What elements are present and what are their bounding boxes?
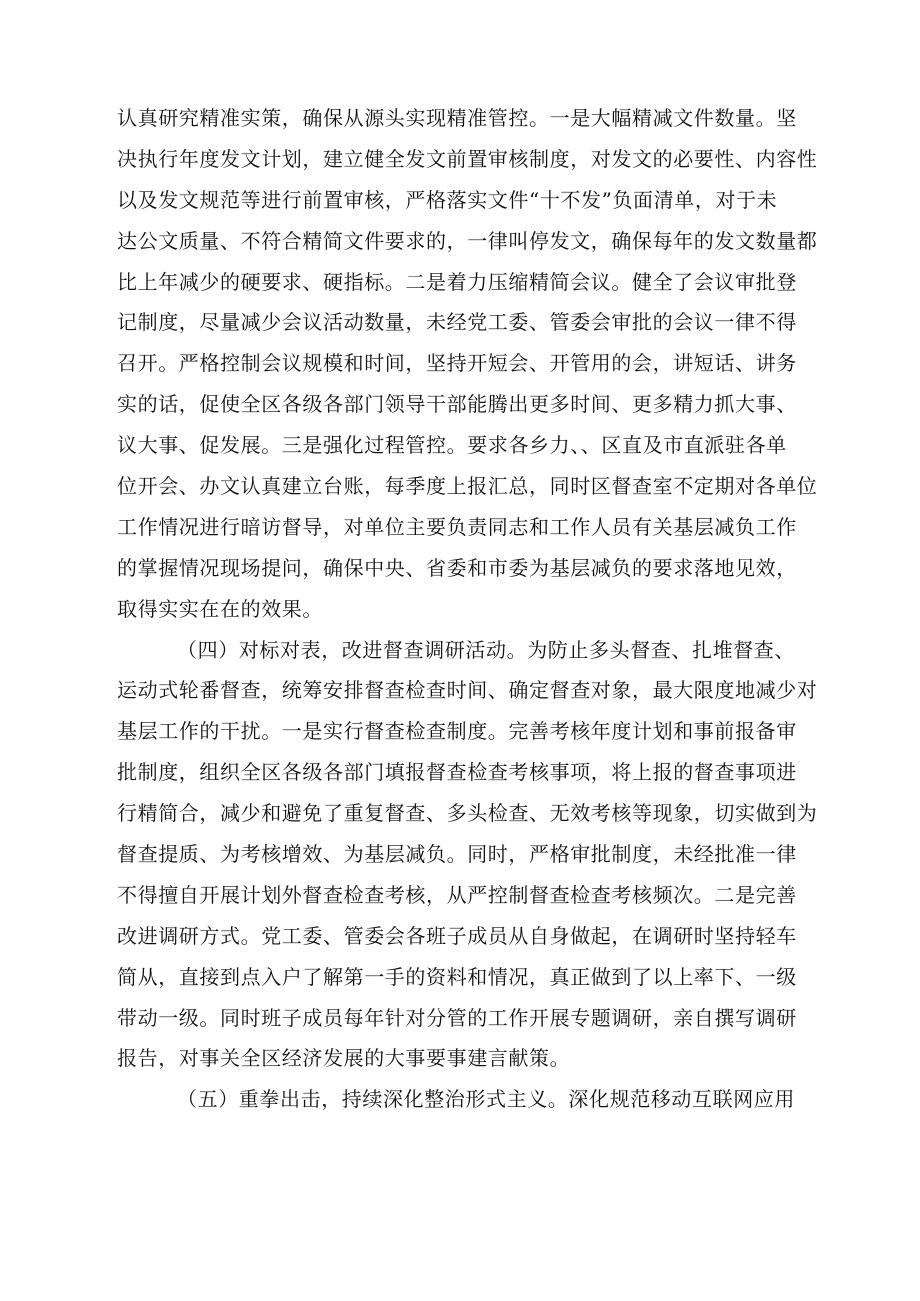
text-line: 以及发文规范等进行前置审核，严格落实文件“十不发”负面清单，对于未 [117,187,778,212]
text-line: 达公文质量、不符合精简文件要求的，一律叫停发文，确保每年的发文数量都 [117,228,818,253]
document-body [117,98,825,1120]
paragraph-section-five [117,1079,825,1120]
text-line: 改进调研方式。党工委、管委会各班子成员从自身做起，在调研时坚持轻车 [117,923,797,948]
text-line: 实的话，促使全区各级各部门领导干部能腾出更多时间、更多精力抓大事、 [117,392,797,417]
text-line: 记制度，尽量减少会议活动数量，未经党工委、管委会审批的会议一律不得 [117,310,797,335]
text-line: 行精简合，减少和避免了重复督查、多头检查、无效考核等现象，切实做到为 [117,801,818,826]
section-heading-line: （五）重拳出击，持续深化整治形式主义。深化规范移动互联网应用 [177,1087,795,1112]
text-line: 不得擅自开展计划外督查检查考核，从严控制督查检查考核频次。二是完善 [117,882,797,907]
text-line: 带动一级。同时班子成员每年针对分管的工作开展专题调研，亲自撰写调研 [117,1005,797,1030]
text-line: 报告，对事关全区经济发展的大事要事建言献策。 [117,1046,571,1071]
paragraph-reduce-documents-meetings [117,98,825,630]
text-line: 决执行年度发文计划，建立健全发文前置审核制度，对发文的必要性、内容性 [117,146,818,171]
text-line: 召开。严格控制会议规模和时间，坚持开短会、开管用的会，讲短话、讲务 [117,351,797,376]
text-line: 简从，直接到点入户了解第一手的资料和情况，真正做到了以上率下、一级 [117,964,797,989]
text-line: 督查提质、为考核增效、为基层减负。同时，严格审批制度，未经批准一律 [117,842,797,867]
text-line: 比上年减少的硬要求、硬指标。二是着力压缩精简会议。健全了会议审批登 [117,269,797,294]
text-line: 运动式轮番督查，统筹安排督查检查时间、确定督查对象，最大限度地减少对 [117,678,818,703]
text-line: 基层工作的干扰。一是实行督查检查制度。完善考核年度计划和事前报备审 [117,719,797,744]
paragraph-section-four [117,630,825,1080]
text-line: 的掌握情况现场提问，确保中央、省委和市委为基层减负的要求落地见效， [117,555,797,580]
text-line: 工作情况进行暗访督导，对单位主要负责同志和工作人员有关基层减负工作 [117,514,797,539]
text-line: 取得实实在在的效果。 [117,596,323,621]
text-line: 批制度，组织全区各级各部门填报督查检查考核事项，将上报的督查事项进 [117,760,797,785]
text-line: 位开会、办文认真建立台账，每季度上报汇总，同时区督查室不定期对各单位 [117,474,818,499]
text-line: 议大事、促发展。三是强化过程管控。要求各乡力、、区直及市直派驻各单 [117,433,787,458]
text-line: 认真研究精准实策，确保从源头实现精准管控。一是大幅精减文件数量。坚 [117,106,797,130]
section-heading-line: （四）对标对表，改进督查调研活动。为防止多头督查、扎堆督查、 [177,637,795,662]
